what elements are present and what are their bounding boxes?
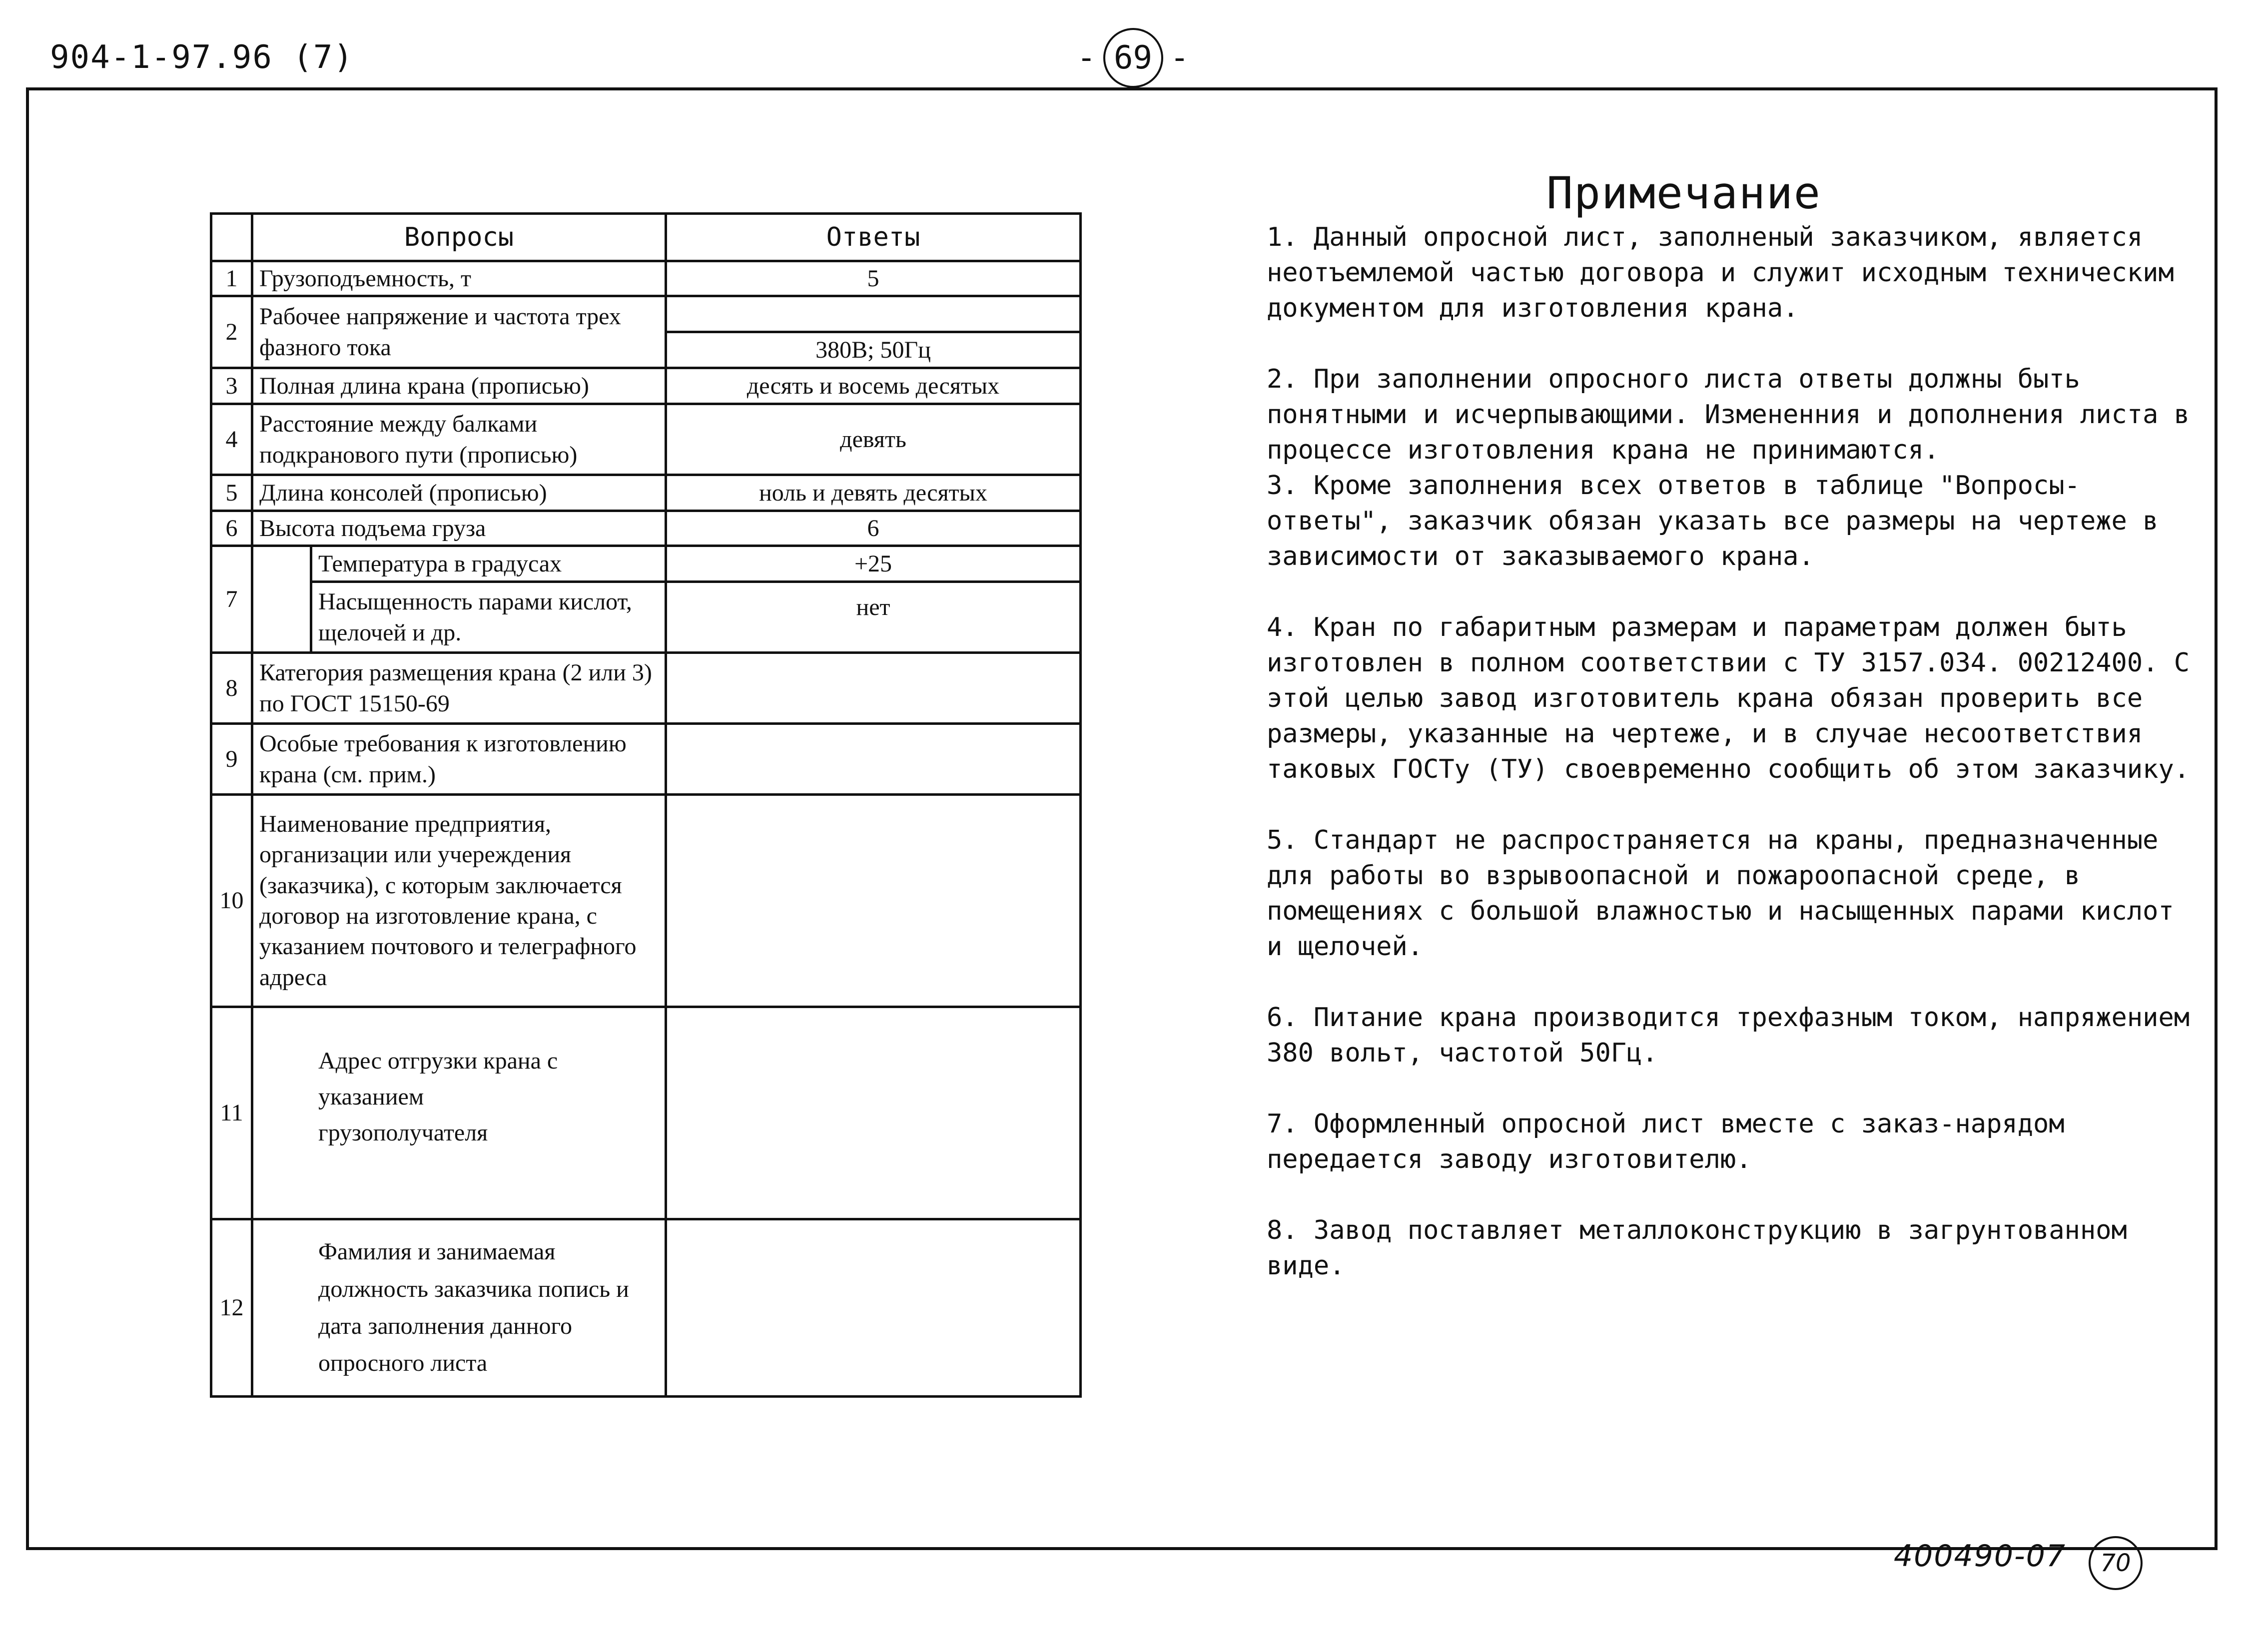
- note-item: 1. Данный опросной лист, заполненый заказчиком, является неотъемлемой частью договора и служит исходным техническим документом для изготовления крана.: [1267, 222, 2174, 323]
- notes-list: [1267, 220, 2196, 1319]
- question-cell: Фамилия и занимаемая должность заказчика попись и дата заполнения данного опросного листа: [252, 1219, 666, 1397]
- note-item: 5. Стандарт не распространяется на краны, предназначенные для работы во взрывоопасной и пожароопасной среде, в помещениях с большой влажностью и насыщенных парами кислот и щелочей.: [1267, 825, 2174, 962]
- table-row: [211, 404, 1081, 475]
- row-number: 11: [211, 1007, 252, 1219]
- row-number: 2: [211, 296, 252, 368]
- row-number: 9: [211, 724, 252, 795]
- document-code: 904-1-97.96 (7): [50, 39, 354, 76]
- question-cell: Полная длина крана (прописью): [252, 368, 666, 404]
- row-number: 5: [211, 475, 252, 511]
- note-item: 4. Кран по габаритным размерам и параметрам должен быть изготовлен в полном соответствии с ТУ 3157.034. 00212400. С этой целью завод изготовитель крана обязан проверить все размеры, указанные на чертеже, и в случае несоответствия таковых ГОСТу (ТУ) своевременно сообщить об этом заказчику.: [1267, 612, 2190, 784]
- archive-code: 400490-07: [1894, 1539, 2067, 1574]
- header-num-cell: [211, 214, 252, 261]
- answer-cell: девять: [666, 404, 1081, 475]
- note-item: 8. Завод поставляет металлоконструкцию в загрунтованном виде.: [1267, 1215, 2127, 1281]
- row-number: 12: [211, 1219, 252, 1397]
- table-row: [211, 582, 1081, 653]
- table-header-row: [211, 214, 1081, 261]
- answer-cell: 380В; 50Гц: [666, 332, 1081, 368]
- note-item: 6. Питание крана производится трехфазным током, напряжением 380 вольт, частотой 50Гц.: [1267, 1003, 2190, 1068]
- question-cell: Высота подъема груза: [252, 511, 666, 546]
- answer-cell: нет: [666, 582, 1081, 653]
- answer-cell: 5: [666, 261, 1081, 296]
- notes-title: Примечание: [1546, 167, 1821, 219]
- question-cell: Температура в градусах: [311, 546, 666, 582]
- question-cell: Грузоподъемность, т: [252, 261, 666, 296]
- table-row: [211, 546, 1081, 582]
- answer-cell: десять и восемь десятых: [666, 368, 1081, 404]
- answer-cell: [666, 1219, 1081, 1397]
- questionnaire-table: [210, 212, 1082, 1398]
- question-cell: Длина консолей (прописью): [252, 475, 666, 511]
- table-row: [211, 475, 1081, 511]
- answer-cell: 6: [666, 511, 1081, 546]
- page-number-dash-left: -: [1077, 39, 1096, 76]
- row-number: 3: [211, 368, 252, 404]
- row-number: 10: [211, 795, 252, 1007]
- answer-cell: [666, 1007, 1081, 1219]
- table-row: [211, 368, 1081, 404]
- header-questions: Вопросы: [252, 214, 666, 261]
- group-spacer-cell: [252, 546, 311, 653]
- table-row: [211, 1219, 1081, 1397]
- answer-cell: [666, 653, 1081, 724]
- table-row: [211, 653, 1081, 724]
- question-cell: Особые требования к изготовлению крана (см. прим.): [252, 724, 666, 795]
- table-row: [211, 724, 1081, 795]
- question-cell: Категория размещения крана (2 или 3) по ГОСТ 15150-69: [252, 653, 666, 724]
- question-cell: Наименование предприятия, организации или учереждения (заказчика), с которым заключается договор на изготовление крана, с указанием почтового и телеграфного адреса: [252, 795, 666, 1007]
- answer-cell: ноль и девять десятых: [666, 475, 1081, 511]
- note-item: 7. Оформленный опросной лист вместе с заказ-нарядом передается заводу изготовителю.: [1267, 1109, 2065, 1174]
- question-cell: Расстояние между балками подкранового пути (прописью): [252, 404, 666, 475]
- table-row: [211, 511, 1081, 546]
- row-number: 8: [211, 653, 252, 724]
- header-answers: Ответы: [666, 214, 1081, 261]
- table-row: [211, 296, 1081, 332]
- row-number: 7: [211, 546, 252, 653]
- page-number-dash-right: -: [1170, 39, 1190, 76]
- question-cell: Адрес отгрузки крана с указанием грузополучателя: [252, 1007, 666, 1219]
- row-number: 4: [211, 404, 252, 475]
- row-number: 6: [211, 511, 252, 546]
- note-item: 3. Кроме заполнения всех ответов в таблице "Вопросы-ответы", заказчик обязан указать все размеры на чертеже в зависимости от заказываемого крана.: [1267, 471, 2159, 571]
- answer-cell: [666, 795, 1081, 1007]
- page-number-circle: 69: [1103, 28, 1163, 88]
- answer-cell-blank: [666, 296, 1081, 332]
- table-row: [211, 1007, 1081, 1219]
- question-cell: Рабочее напряжение и частота трех фазного тока: [252, 296, 666, 368]
- note-item: 2. При заполнении опросного листа ответы должны быть понятными и исчерпывающими. Измененния и дополнения листа в процессе изготовления крана не принимаются.: [1267, 364, 2190, 465]
- table-row: [211, 795, 1081, 1007]
- question-cell: Насыщенность парами кислот, щелочей и др.: [311, 582, 666, 653]
- table-row: [211, 261, 1081, 296]
- answer-cell: +25: [666, 546, 1081, 582]
- answer-cell: [666, 724, 1081, 795]
- sheet-number-circle: 70: [2089, 1536, 2143, 1590]
- row-number: 1: [211, 261, 252, 296]
